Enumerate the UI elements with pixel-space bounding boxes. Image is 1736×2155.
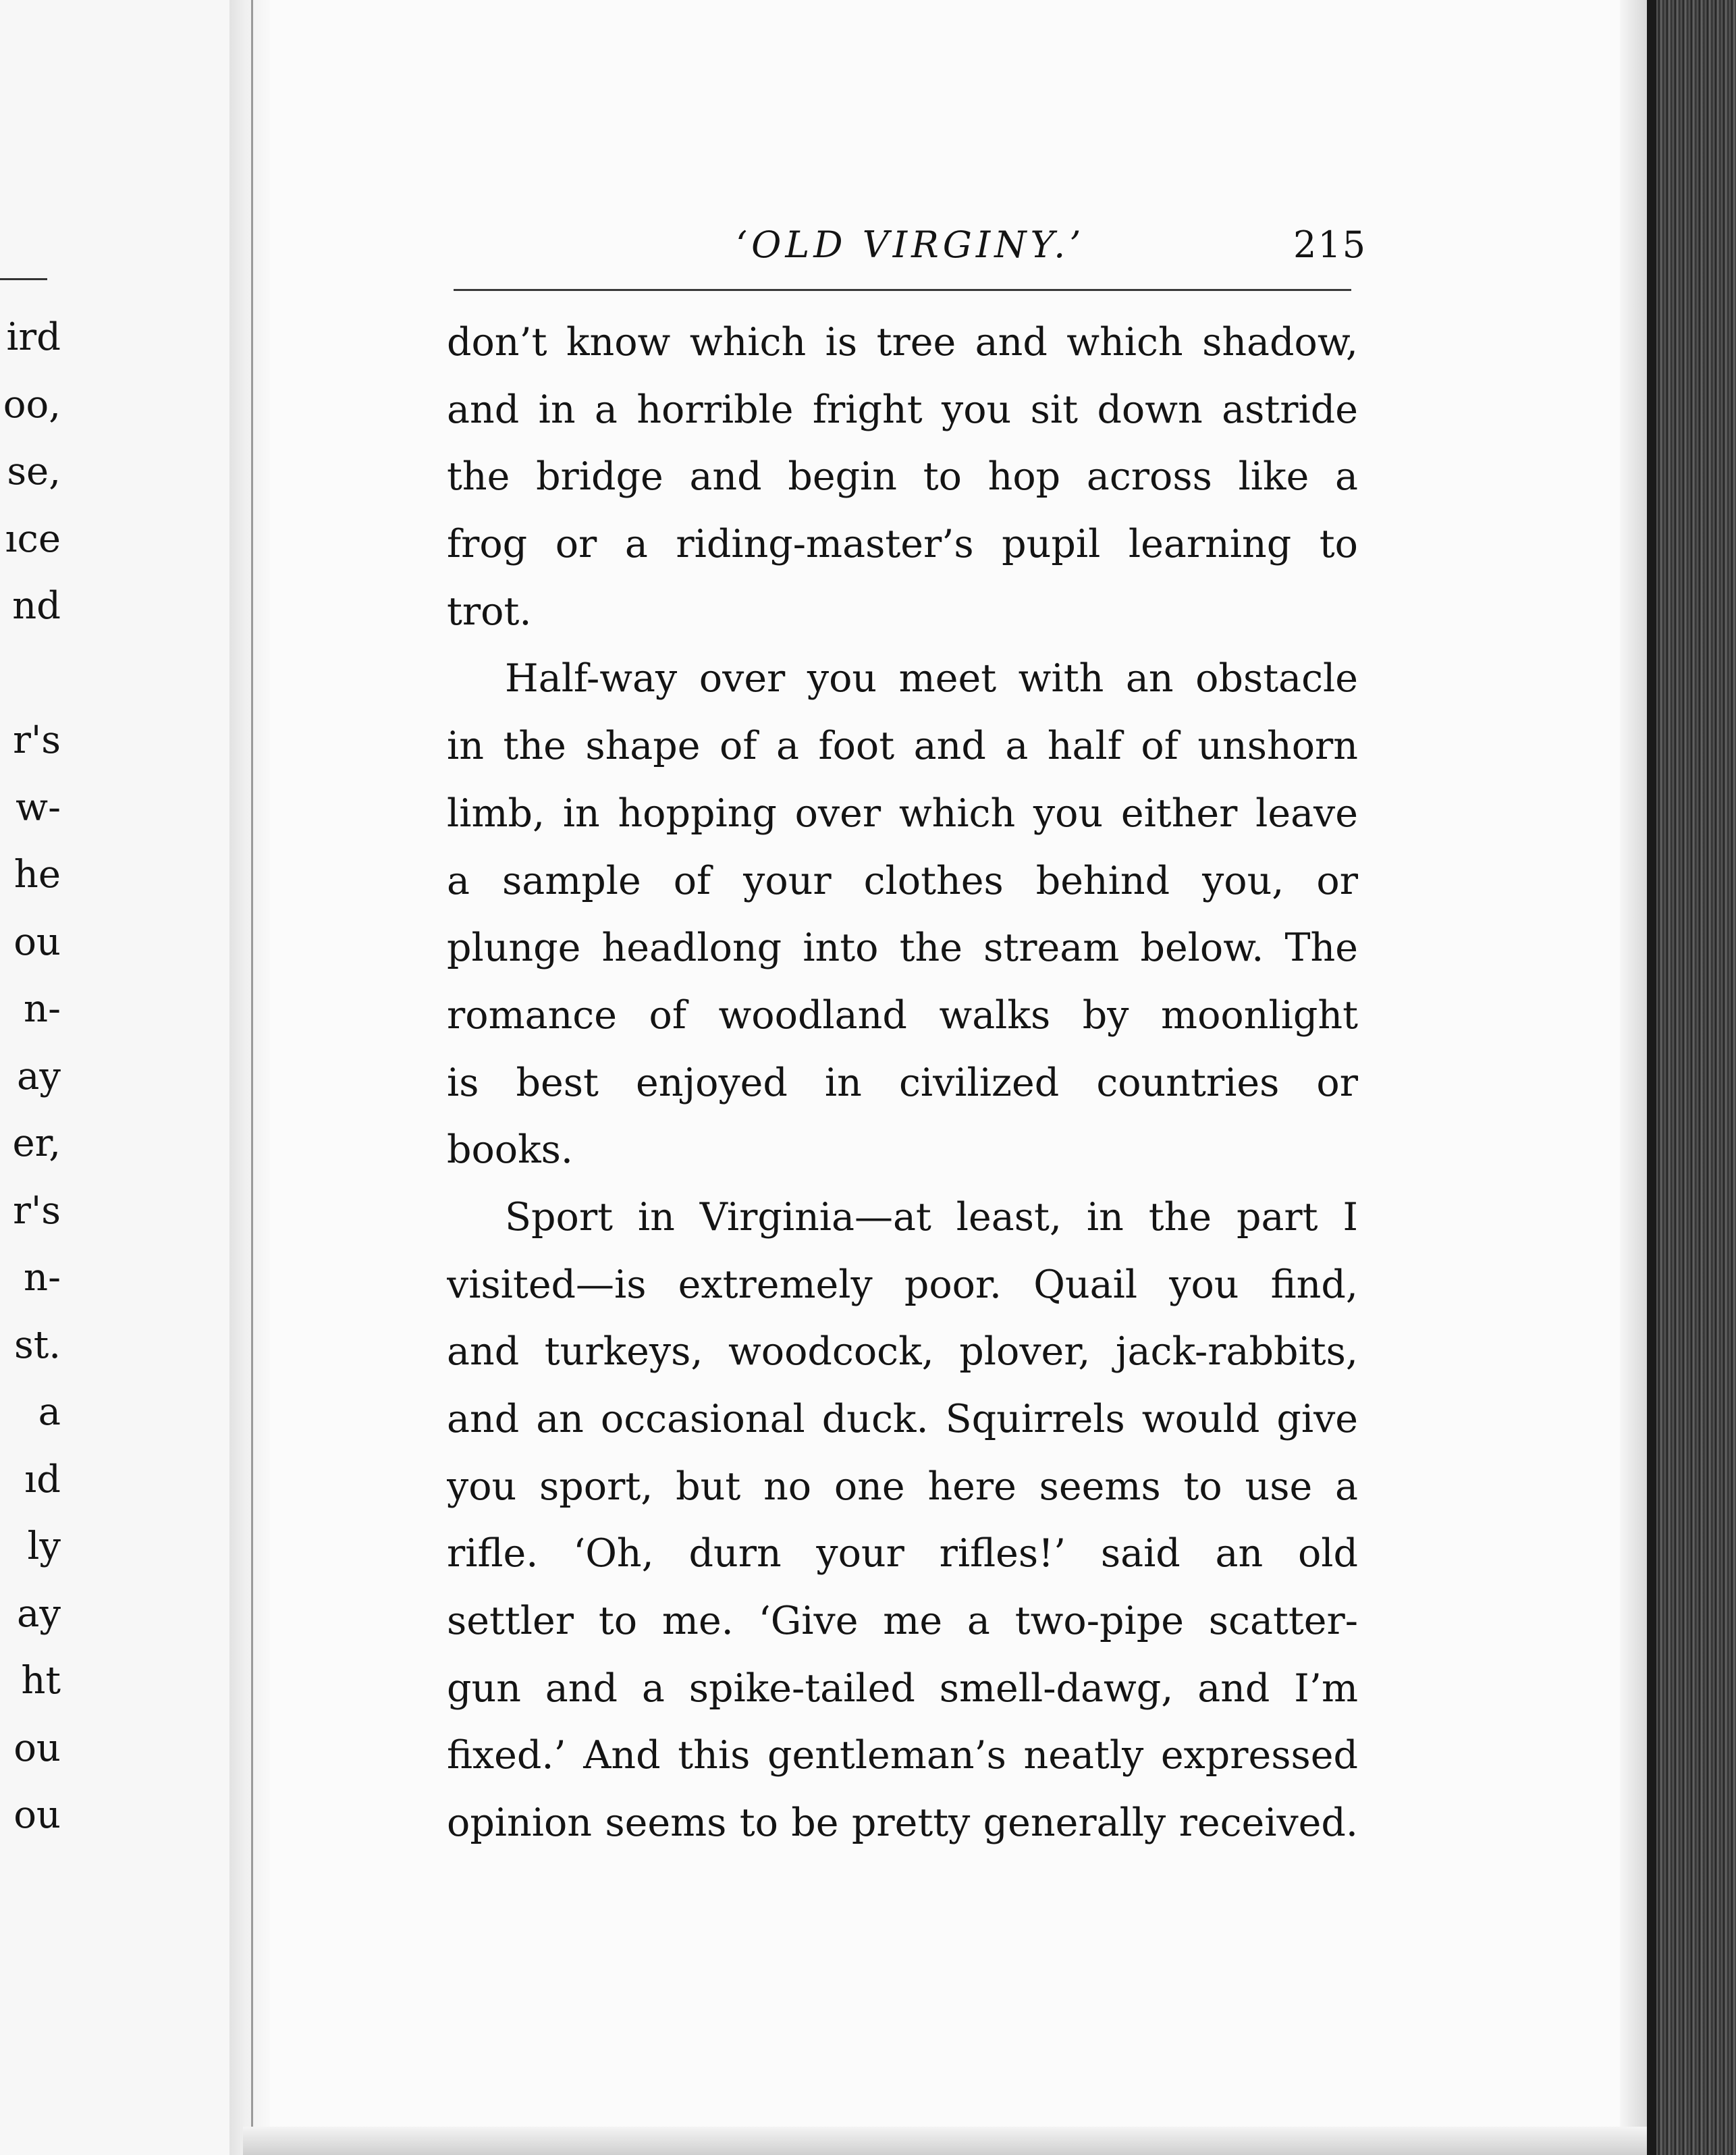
left-fragment: ou	[13, 1726, 61, 1770]
left-fragment: se,	[7, 450, 61, 494]
left-fragment	[0, 640, 61, 708]
left-fragment: ay	[16, 1591, 61, 1636]
text-line: rifle. ‘Oh, durn your rifles!’ said an old	[447, 1531, 1358, 1576]
bottom-page-shadow	[243, 2127, 1647, 2155]
body-text	[447, 309, 1358, 1857]
left-fragment: st.	[13, 1323, 61, 1367]
text-line: opinion seems to be pretty generally received.	[447, 1801, 1358, 1846]
book-edge-line	[1647, 0, 1656, 2155]
left-fragment: oo,	[3, 382, 61, 427]
left-page-fragments	[0, 304, 61, 1849]
gutter-fold	[251, 0, 253, 2155]
left-fragment: er,	[12, 1121, 61, 1165]
text-line: settler to me. ‘Give me a two-pipe scatter-	[447, 1599, 1358, 1644]
gutter-shadow	[229, 0, 270, 2155]
left-facing-page	[0, 0, 243, 2155]
header-rule	[454, 289, 1351, 291]
left-fragment: ht	[21, 1659, 61, 1703]
text-line: frog or a riding-master’s pupil learning to	[447, 522, 1358, 567]
left-fragment: ıd	[24, 1457, 61, 1501]
page-edge-shadow	[1620, 0, 1647, 2155]
left-page-rule	[0, 278, 47, 280]
left-fragment: r's	[13, 1188, 61, 1233]
left-fragment: ay	[16, 1054, 61, 1098]
text-line: is best enjoyed in civilized countries or	[447, 1060, 1358, 1105]
left-fragment: ird	[6, 315, 61, 359]
text-line: books.	[447, 1127, 574, 1173]
text-line: romance of woodland walks by moonlight	[447, 992, 1358, 1038]
text-line: limb, in hopping over which you either leave	[447, 791, 1358, 836]
text-line: fixed.’ And this gentleman’s neatly expressed	[447, 1733, 1358, 1778]
left-fragment: r's	[13, 718, 61, 762]
book-fore-edge	[1647, 0, 1736, 2155]
text-line: and in a horrible fright you sit down astride	[447, 387, 1358, 432]
text-line: plunge headlong into the stream below. The	[447, 926, 1358, 971]
text-line: trot.	[447, 589, 532, 634]
left-fragment: ly	[27, 1524, 61, 1568]
left-fragment: ou	[13, 1793, 61, 1837]
text-line: and an occasional duck. Squirrels would give	[447, 1397, 1358, 1441]
left-fragment: he	[13, 853, 61, 897]
left-fragment: n-	[24, 987, 61, 1031]
left-fragment: nd	[12, 584, 61, 628]
text-line: a sample of your clothes behind you, or	[447, 858, 1358, 903]
text-line: the bridge and begin to hop across like a	[447, 454, 1358, 500]
text-line: gun and a spike-tailed smell-dawg, and I’m	[447, 1666, 1358, 1711]
left-fragment: ou	[13, 920, 61, 964]
left-fragment: ıce	[5, 516, 61, 561]
text-line: you sport, but no one here seems to use a	[447, 1464, 1358, 1509]
text-line: and turkeys, woodcock, plover, jack-rabbits,	[447, 1329, 1358, 1375]
text-line: in the shape of a foot and a half of unshorn	[447, 724, 1358, 769]
paragraph-start-line: Sport in Virginia—at least, in the part I	[505, 1194, 1358, 1240]
left-fragment: n-	[24, 1256, 61, 1300]
paragraph-start-line: Half-way over you meet with an obstacle	[505, 656, 1358, 701]
left-fragment: w-	[16, 785, 61, 830]
text-line: visited—is extremely poor. Quail you find,	[447, 1262, 1358, 1307]
text-line: don’t know which is tree and which shadow,	[447, 320, 1358, 365]
page-number: 215	[1293, 223, 1367, 266]
left-fragment: a	[38, 1390, 61, 1434]
running-title: ‘OLD VIRGINY.’	[736, 223, 1085, 266]
